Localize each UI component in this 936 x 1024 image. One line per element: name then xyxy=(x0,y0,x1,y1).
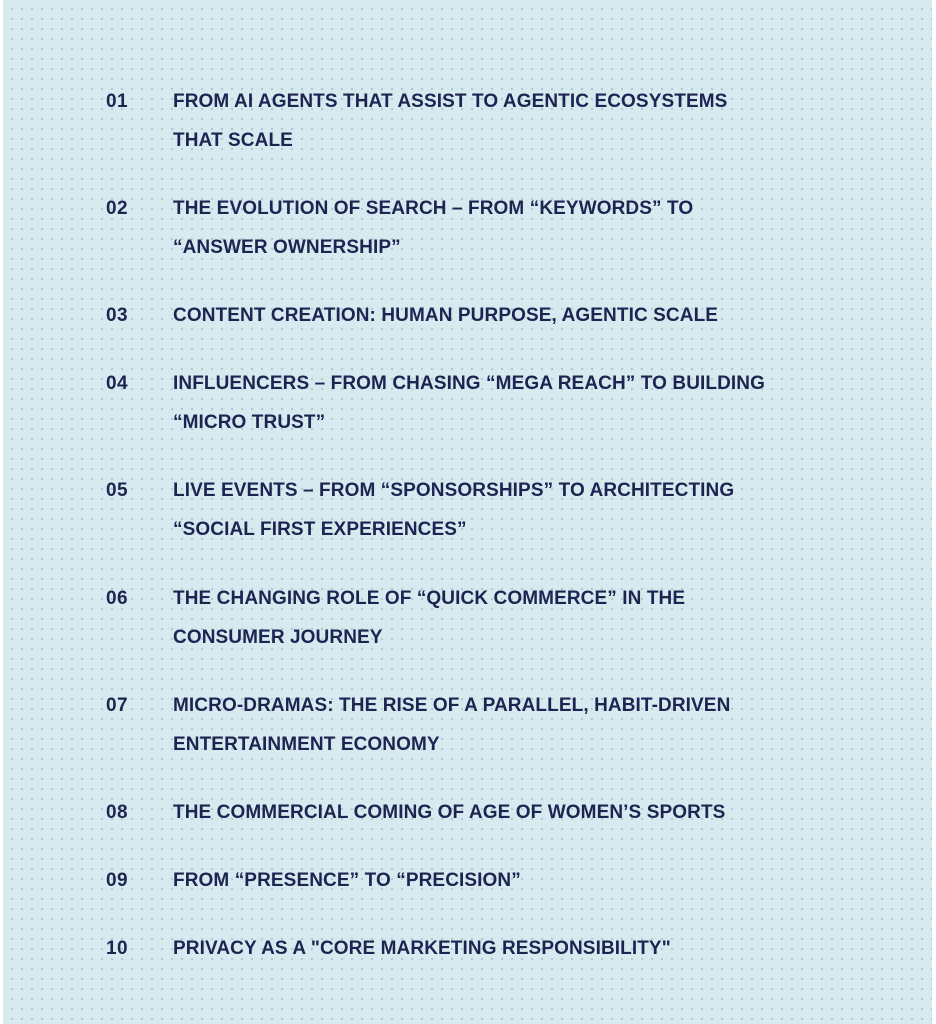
toc-item-number: 09 xyxy=(106,870,128,891)
toc-item-number: 07 xyxy=(106,695,128,716)
toc-item-title: PRIVACY AS A "CORE MARKETING RESPONSIBILITY" xyxy=(173,938,671,959)
toc-item-title: CONTENT CREATION: HUMAN PURPOSE, AGENTIC SCALE xyxy=(173,305,719,326)
dotted-background-panel xyxy=(3,0,932,1024)
toc-item-title: THE CHANGING ROLE OF “QUICK COMMERCE” IN THE CONSUMER JOURNEY xyxy=(173,588,686,648)
toc-item-title: LIVE EVENTS – FROM “SPONSORSHIPS” TO ARCHITECTING “SOCIAL FIRST EXPERIENCES” xyxy=(173,480,735,540)
toc-item-number: 01 xyxy=(106,91,128,112)
toc-item-title: MICRO-DRAMAS: THE RISE OF A PARALLEL, HABIT-DRIVEN ENTERTAINMENT ECONOMY xyxy=(173,695,731,755)
toc-item-number: 08 xyxy=(106,802,128,823)
toc-item-title: FROM “PRESENCE” TO “PRECISION” xyxy=(173,870,521,891)
toc-item-number: 06 xyxy=(106,588,128,609)
toc-item-number: 04 xyxy=(106,373,128,394)
toc-item-number: 10 xyxy=(106,938,128,959)
toc-item-number: 05 xyxy=(106,480,128,501)
toc-item-number: 02 xyxy=(106,198,128,219)
toc-item-title: THE EVOLUTION OF SEARCH – FROM “KEYWORDS” TO “ANSWER OWNERSHIP” xyxy=(173,198,694,258)
toc-item-title: THE COMMERCIAL COMING OF AGE OF WOMEN’S SPORTS xyxy=(173,802,726,823)
toc-item-title: INFLUENCERS – FROM CHASING “MEGA REACH” TO BUILDING “MICRO TRUST” xyxy=(173,373,766,433)
toc-item-title: FROM AI AGENTS THAT ASSIST TO AGENTIC ECOSYSTEMS THAT SCALE xyxy=(173,91,728,151)
toc-item-number: 03 xyxy=(106,305,128,326)
